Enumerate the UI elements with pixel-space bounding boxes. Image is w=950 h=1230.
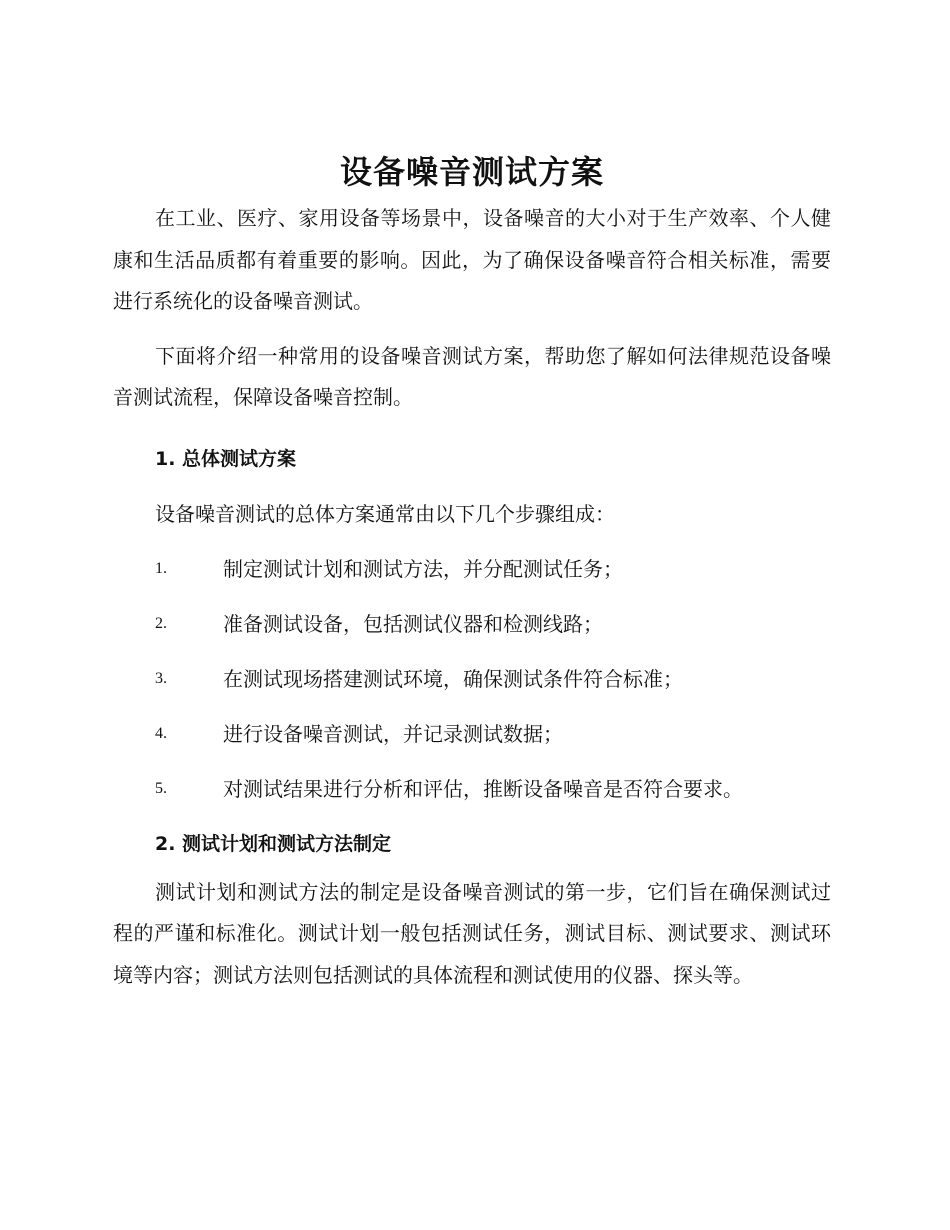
list-item-number: 5. bbox=[155, 780, 167, 797]
list-item-text: 进行设备噪音测试，并记录测试数据； bbox=[223, 722, 563, 746]
section-2-paragraph: 测试计划和测试方法的制定是设备噪音测试的第一步，它们旨在确保测试过程的严谨和标准化。测试计划一般包括测试任务，测试目标、测试要求、测试环境等内容；测试方法则包括测试的具体流程和测试使用的仪器、探头等。 bbox=[113, 879, 831, 987]
list-item-number: 1. bbox=[155, 560, 167, 577]
list-item bbox=[155, 707, 831, 762]
list-item-text: 在测试现场搭建测试环境，确保测试条件符合标准； bbox=[223, 667, 683, 691]
list-item bbox=[155, 762, 831, 817]
list-item-text: 对测试结果进行分析和评估，推断设备噪音是否符合要求。 bbox=[223, 777, 743, 801]
list-item-number: 4. bbox=[155, 725, 167, 742]
section-heading-2: 2. 测试计划和测试方法制定 bbox=[155, 833, 392, 855]
document-content bbox=[113, 150, 831, 1009]
list-item-text: 准备测试设备，包括测试仪器和检测线路； bbox=[223, 612, 603, 636]
list-item-text: 制定测试计划和测试方法，并分配测试任务； bbox=[223, 557, 623, 581]
intro-paragraph-1: 在工业、医疗、家用设备等场景中，设备噪音的大小对于生产效率、个人健康和生活品质都有着重要的影响。因此，为了确保设备噪音符合相关标准，需要进行系统化的设备噪音测试。 bbox=[113, 206, 831, 313]
document-title: 设备噪音测试方案 bbox=[339, 153, 604, 191]
list-item bbox=[155, 652, 831, 707]
list-item bbox=[155, 542, 831, 597]
intro-paragraph-2: 下面将介绍一种常用的设备噪音测试方案，帮助您了解如何法律规范设备噪音测试流程，保障设备噪音控制。 bbox=[113, 343, 831, 409]
list-item-number: 2. bbox=[155, 615, 167, 632]
steps-list bbox=[113, 542, 831, 817]
list-item-number: 3. bbox=[155, 670, 167, 687]
section-heading-1: 1. 总体测试方案 bbox=[155, 448, 297, 470]
section-1-intro: 设备噪音测试的总体方案通常由以下几个步骤组成： bbox=[155, 502, 615, 526]
list-item bbox=[155, 597, 831, 652]
